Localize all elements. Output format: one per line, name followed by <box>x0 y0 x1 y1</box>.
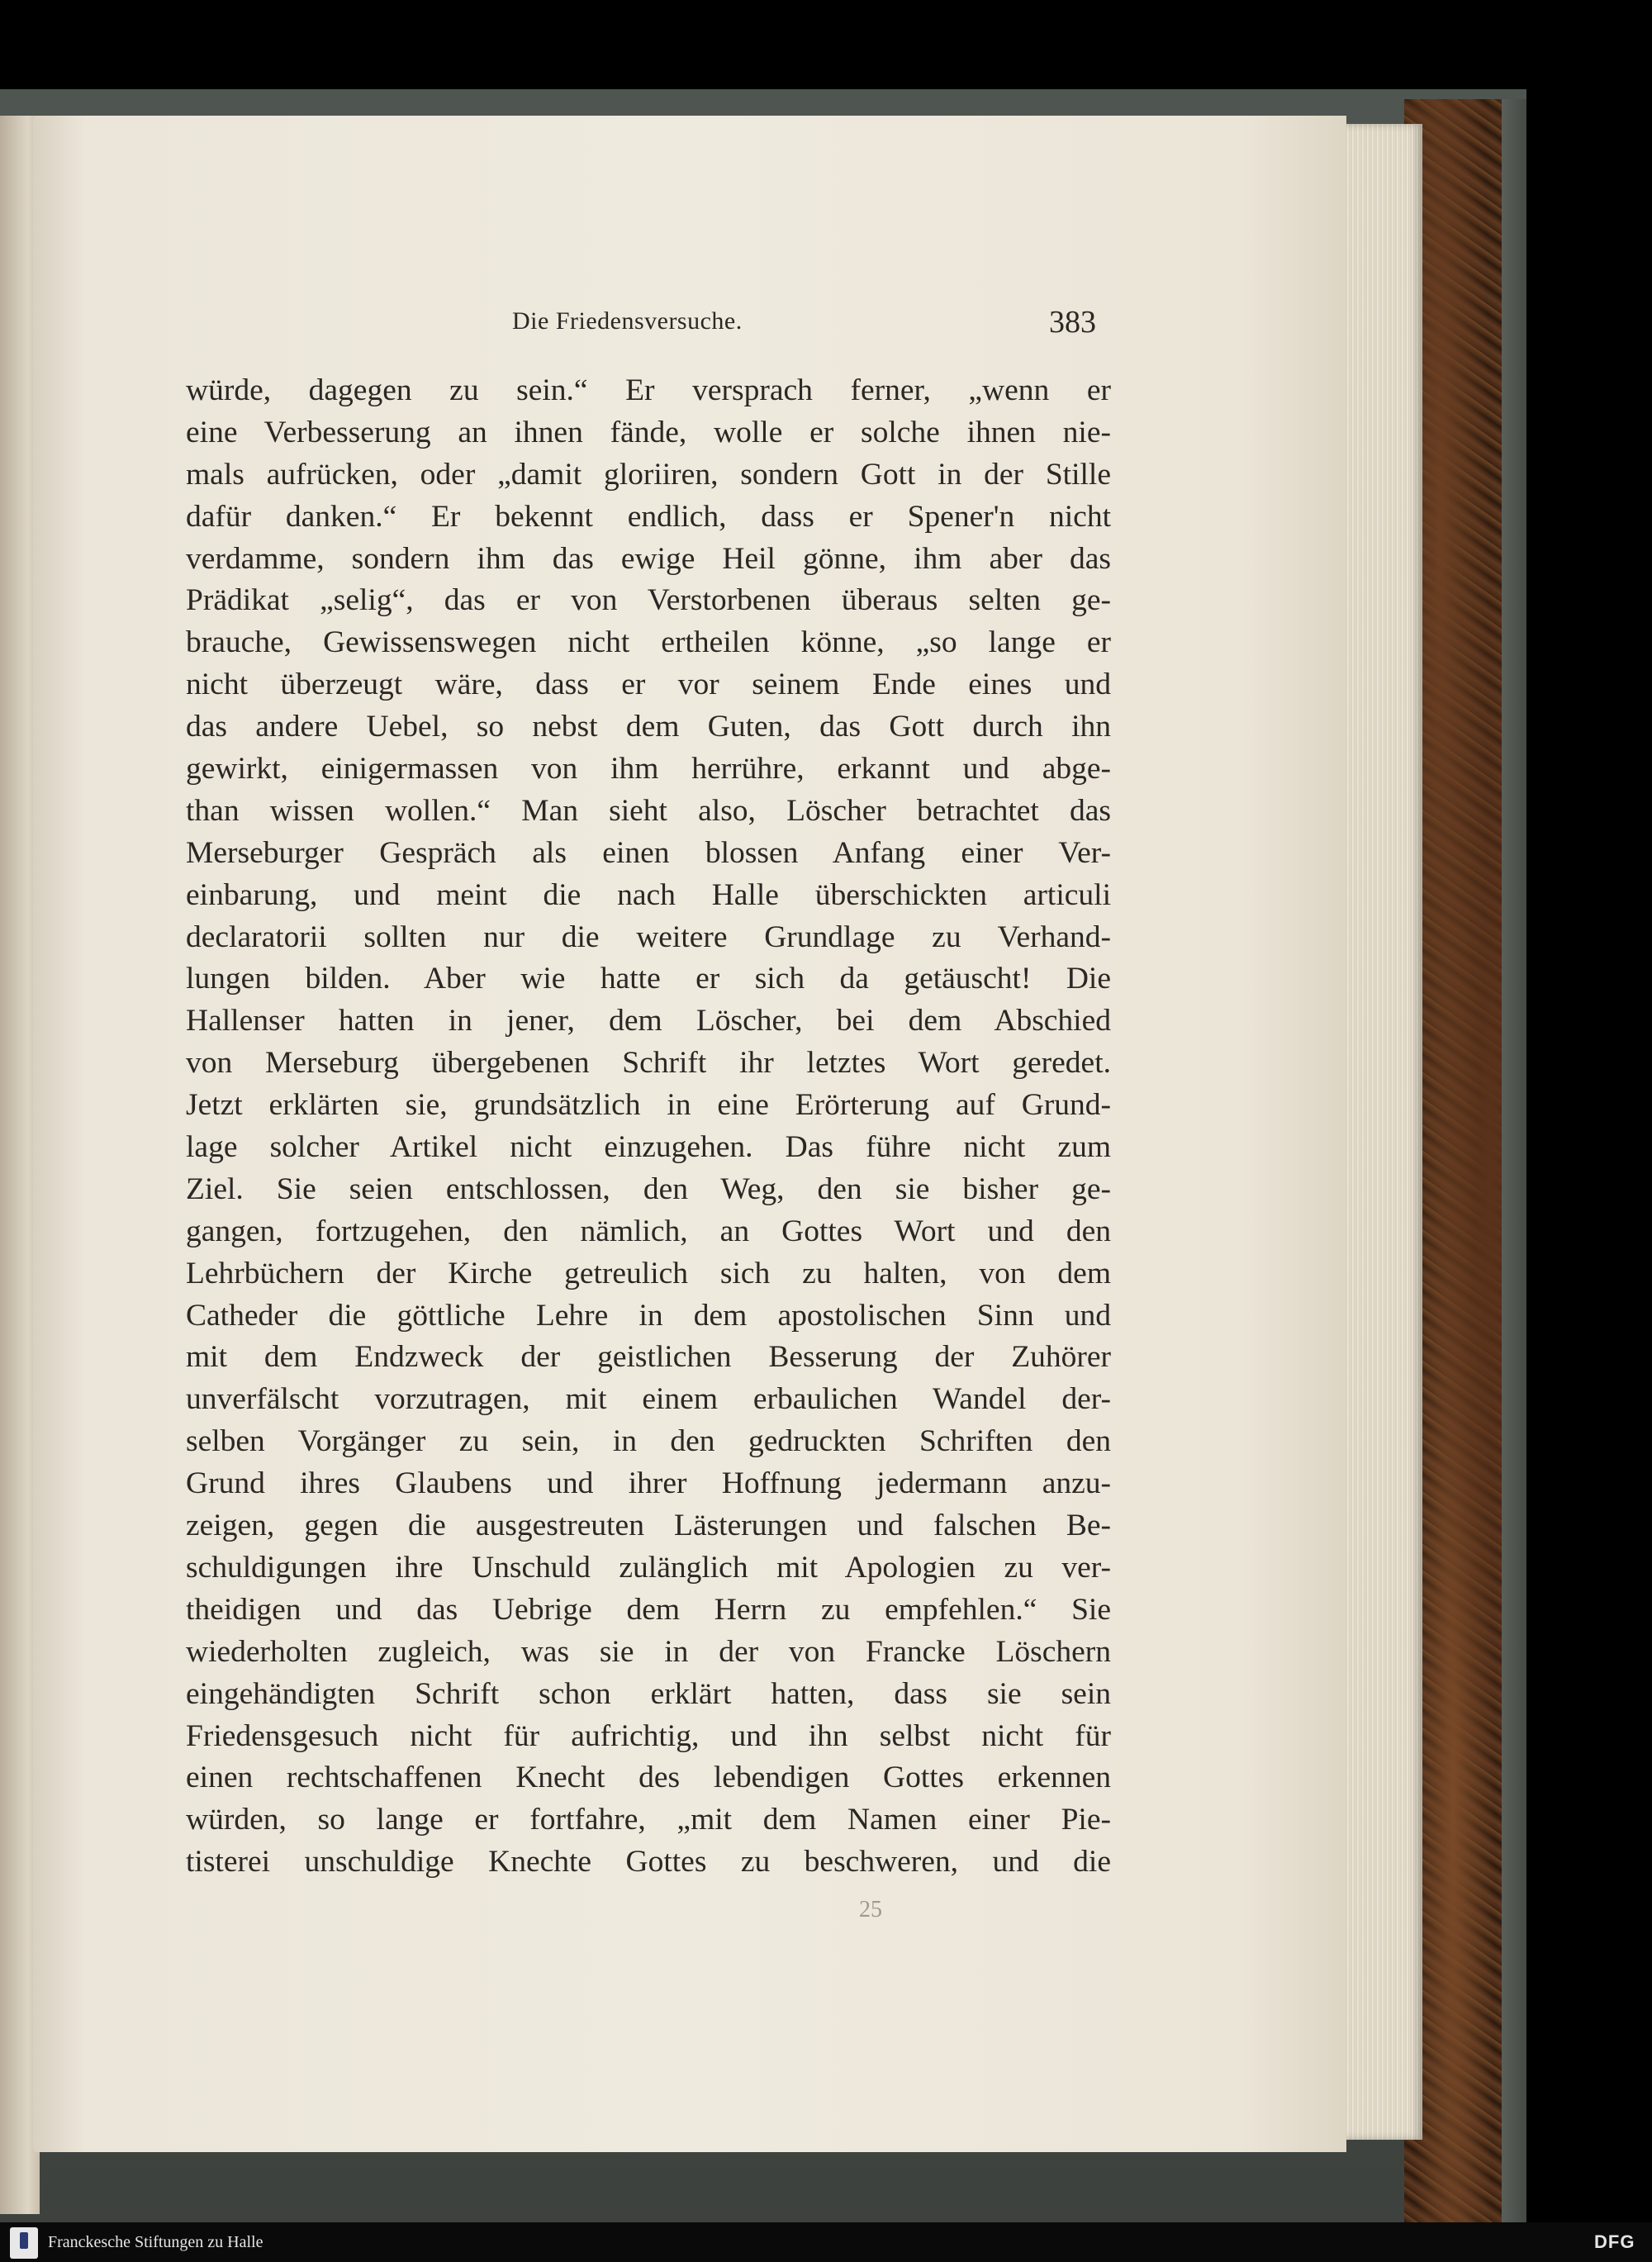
text-line: von Merseburg übergebenen Schrift ihr letztes Wort geredet. <box>186 1046 1111 1081</box>
dfg-logo: DFG <box>1594 2231 1635 2252</box>
text-line: Prädikat „selig“, das er von Verstorbenen überaus selten ge- <box>186 583 1111 618</box>
text-line: dafür danken.“ Er bekennt endlich, dass er Spener'n nicht <box>186 499 1111 534</box>
text-line: unverfälscht vorzutragen, mit einem erbaulichen Wandel der- <box>186 1382 1111 1417</box>
page-number: 383 <box>1049 305 1096 340</box>
text-line: selben Vorgänger zu sein, in den gedruckten Schriften den <box>186 1424 1111 1459</box>
text-line: theidigen und das Uebrige dem Herrn zu empfehlen.“ Sie <box>186 1592 1111 1627</box>
text-line: lage solcher Artikel nicht einzugehen. Das führe nicht zum <box>186 1130 1111 1165</box>
text-line: nicht überzeugt wäre, dass er vor seinem Ende eines und <box>186 668 1111 702</box>
text-line: than wissen wollen.“ Man sieht also, Löscher betrachtet das <box>186 793 1111 828</box>
text-line: schuldigungen ihre Unschuld zulänglich mit Apologien zu ver- <box>186 1550 1111 1585</box>
text-line: einbarung, und meint die nach Halle überschickten articuli <box>186 877 1111 912</box>
text-line: würde, dagegen zu sein.“ Er versprach ferner, „wenn er <box>186 373 1111 407</box>
text-line: das andere Uebel, so nebst dem Guten, das Gott durch ihn <box>186 710 1111 744</box>
footer-institution: Franckesche Stiftungen zu Halle <box>48 2233 263 2251</box>
text-line: Merseburger Gespräch als einen blossen Anfang einer Ver- <box>186 835 1111 870</box>
text-line: gewirkt, einigermassen von ihm herrühre, erkannt und abge- <box>186 752 1111 786</box>
text-line: würden, so lange er fortfahre, „mit dem Namen einer Pie- <box>186 1803 1111 1837</box>
text-line: Jetzt erklärten sie, grundsätzlich in eine Erörterung auf Grund- <box>186 1088 1111 1123</box>
text-line: mals aufrücken, oder „damit gloriiren, sondern Gott in der Stille <box>186 457 1111 492</box>
text-line: Grund ihres Glaubens und ihrer Hoffnung jedermann anzu- <box>186 1466 1111 1501</box>
text-line: declaratorii sollten nur die weitere Grundlage zu Verhand- <box>186 920 1111 954</box>
text-line: tisterei unschuldige Knechte Gottes zu beschweren, und die <box>186 1845 1111 1879</box>
running-head: Die Friedensversuche. <box>512 307 743 335</box>
text-line: einen rechtschaffenen Knecht des lebendigen Gottes erkennen <box>186 1761 1111 1795</box>
signature-mark: 25 <box>859 1897 882 1922</box>
text-line: Hallenser hatten in jener, dem Löscher, bei dem Abschied <box>186 1004 1111 1038</box>
institution-logo-icon <box>10 2227 38 2259</box>
text-line: verdamme, sondern ihm das ewige Heil gönne, ihm aber das <box>186 541 1111 576</box>
text-line: lungen bilden. Aber wie hatte er sich da getäuscht! Die <box>186 962 1111 996</box>
text-line: brauche, Gewissenswegen nicht ertheilen könne, „so lange er <box>186 625 1111 660</box>
text-line: Ziel. Sie seien entschlossen, den Weg, den sie bisher ge- <box>186 1171 1111 1206</box>
text-line: Friedensgesuch nicht für aufrichtig, und ihn selbst nicht für <box>186 1718 1111 1753</box>
body-text <box>186 370 1111 1884</box>
text-line: mit dem Endzweck der geistlichen Besserung der Zuhörer <box>186 1340 1111 1375</box>
text-line: Catheder die göttliche Lehre in dem apostolischen Sinn und <box>186 1298 1111 1333</box>
text-line: eine Verbesserung an ihnen fände, wolle er solche ihnen nie- <box>186 415 1111 449</box>
text-line: zeigen, gegen die ausgestreuten Lästerungen und falschen Be- <box>186 1509 1111 1543</box>
text-line: eingehändigten Schrift schon erklärt hatten, dass sie sein <box>186 1676 1111 1711</box>
text-line: wiederholten zugleich, was sie in der von Francke Löschern <box>186 1634 1111 1669</box>
text-line: Lehrbüchern der Kirche getreulich sich zu halten, von dem <box>186 1256 1111 1290</box>
cover-edge <box>1502 99 1526 2239</box>
page-edges <box>1340 124 1422 2140</box>
text-line: gangen, fortzugehen, den nämlich, an Gottes Wort und den <box>186 1214 1111 1248</box>
